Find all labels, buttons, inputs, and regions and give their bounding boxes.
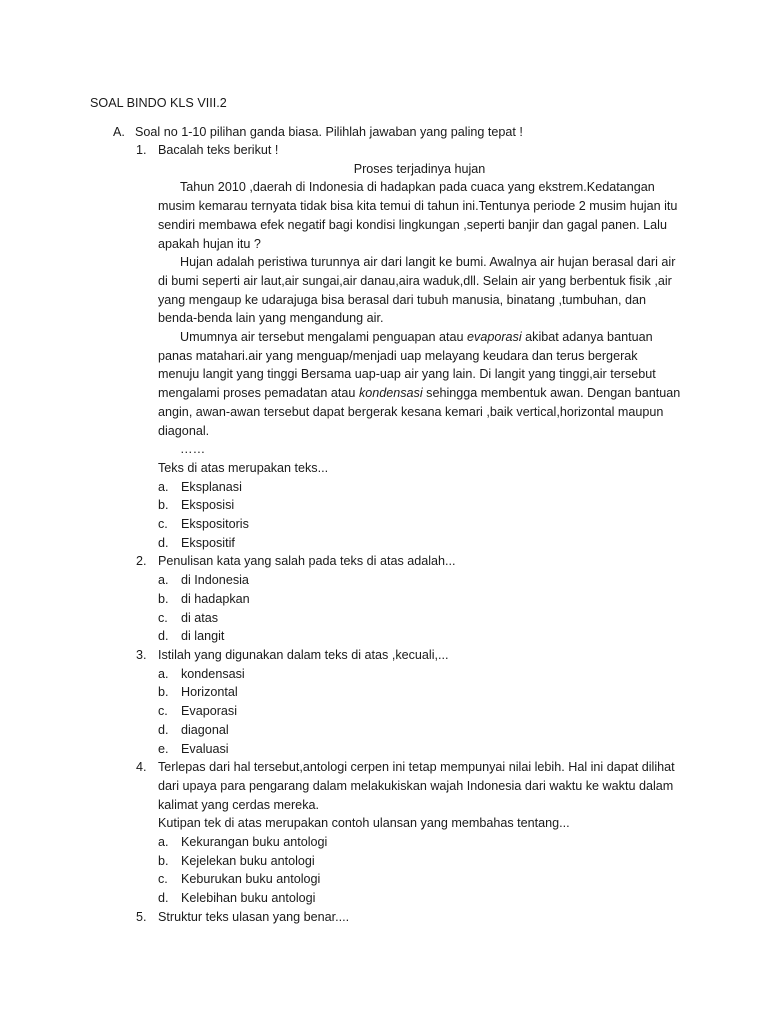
question-2-text: Penulisan kata yang salah pada teks di atas adalah... — [158, 554, 456, 569]
option-letter: d. — [158, 891, 169, 906]
option-text: di atas — [181, 610, 219, 625]
question-4 — [136, 758, 681, 908]
question-4-passage: Terlepas dari hal tersebut,antologi cerpen ini tetap mempunyai nilai lebih. Hal ini dapat dilihat dari upaya para pengarang dalam melakukiskan wajah Indonesia dari waktu ke waktu dalam kalimat yang cerdas mereka. — [158, 760, 675, 812]
option-d — [158, 889, 681, 908]
paragraph-3-part-2: akibat adanya bantuan panas matahari.air yang menguap/menjadi uap melayang keudara dan terus bergerak menuju langit yang tinggi Bersama uap-uap air yang lain. Di langit yang tinggi,air tersebut mengalami proses pemadatan atau — [158, 330, 656, 401]
question-3 — [136, 646, 681, 758]
question-1-text: Teks di atas merupakan teks... — [158, 460, 329, 475]
question-number: 1. — [136, 143, 147, 157]
question-3-options — [158, 665, 681, 759]
section-mark: A. — [113, 125, 125, 139]
option-a — [158, 478, 681, 497]
option-letter: d. — [158, 722, 169, 737]
option-text: Ekspositoris — [181, 517, 249, 532]
option-a — [158, 571, 681, 590]
question-1-options — [158, 478, 681, 553]
option-text: Kejelekan buku antologi — [181, 853, 315, 868]
paragraph-3-part-1: Umumnya air tersebut mengalami penguapan atau — [180, 330, 468, 345]
option-text: Eksplanasi — [181, 479, 242, 494]
option-text: Keburukan buku antologi — [181, 872, 321, 887]
option-letter: a. — [158, 479, 169, 494]
question-4-options — [158, 833, 681, 908]
question-3-text: Istilah yang digunakan dalam teks di atas ,kecuali,... — [158, 647, 449, 662]
question-number: 5. — [136, 909, 147, 924]
option-c — [158, 870, 681, 889]
question-list — [136, 141, 681, 927]
question-number: 3. — [136, 647, 147, 662]
option-b — [158, 496, 681, 515]
option-text: di hadapkan — [181, 591, 250, 606]
option-letter: a. — [158, 835, 169, 850]
option-text: Horizontal — [181, 685, 238, 700]
passage-ellipsis: …… — [180, 442, 206, 457]
option-text: Evaluasi — [181, 741, 229, 756]
option-text: Kelebihan buku antologi — [181, 891, 316, 906]
option-text: diagonal — [181, 722, 229, 737]
option-b — [158, 852, 681, 871]
option-text: di langit — [181, 629, 225, 644]
question-5 — [136, 908, 681, 927]
option-letter: b. — [158, 685, 169, 700]
option-e — [158, 740, 681, 759]
question-number: 2. — [136, 554, 147, 569]
option-letter: d. — [158, 535, 169, 550]
option-text: kondensasi — [181, 666, 245, 681]
option-b — [158, 683, 681, 702]
section-a-heading — [113, 123, 523, 142]
question-5-text: Struktur teks ulasan yang benar.... — [158, 909, 350, 924]
question-4-text: Kutipan tek di atas merupakan contoh ulansan yang membahas tentang... — [158, 816, 570, 831]
document-title: SOAL BINDO KLS VIII.2 — [90, 96, 227, 110]
paragraph-3-part-3: sehingga membentuk awan. Dengan bantuan angin, awan-awan tersebut dapat bergerak kesana kemari ,baik vertical,horizontal maupun diagonal. — [158, 386, 681, 438]
passage-title: Proses terjadinya hujan — [353, 161, 486, 176]
option-letter: c. — [158, 610, 168, 625]
passage-paragraph-1: Tahun 2010 ,daerah di Indonesia di hadapkan pada cuaca yang ekstrem.Kedatangan musim kemarau ternyata tidak bisa kita temui di tahun ini.Tentunya periode 2 musim hujan itu sendiri membawa efek negatif bagi kondisi lingkungan ,seperti banjir dan gagal panen. Lalu apakah hujan itu ? — [158, 180, 678, 251]
option-a — [158, 665, 681, 684]
option-letter: c. — [158, 704, 168, 719]
option-letter: c. — [158, 872, 168, 887]
question-1-intro: Bacalah teks berikut ! — [158, 143, 279, 157]
section-instruction: Soal no 1-10 pilihan ganda biasa. Pilihlah jawaban yang paling tepat ! — [135, 125, 523, 139]
passage-paragraph-2: Hujan adalah peristiwa turunnya air dari langit ke bumi. Awalnya air hujan berasal dari air di bumi seperti air laut,air sungai,air danau,aira waduk,dll. Selain air yang berbentuk fisik ,air yang mengaup ke udarajuga bisa berasal dari tubuh manusia, binatang ,tumbuhan, dan benda-benda lain yang mengandung air. — [158, 255, 676, 326]
option-c — [158, 515, 681, 534]
question-1 — [136, 141, 681, 552]
option-letter: b. — [158, 591, 169, 606]
option-letter: e. — [158, 741, 169, 756]
option-text: Evaporasi — [181, 704, 238, 719]
question-2 — [136, 552, 681, 646]
question-number: 4. — [136, 760, 147, 775]
option-c — [158, 609, 681, 628]
option-letter: b. — [158, 853, 169, 868]
option-text: Ekspositif — [181, 535, 235, 550]
option-letter: a. — [158, 666, 169, 681]
term-evaporasi: evaporasi — [467, 330, 522, 345]
option-a — [158, 833, 681, 852]
option-d — [158, 534, 681, 553]
option-letter: b. — [158, 498, 169, 513]
option-d — [158, 721, 681, 740]
option-letter: a. — [158, 573, 169, 588]
option-text: Eksposisi — [181, 498, 235, 513]
option-d — [158, 627, 681, 646]
option-letter: c. — [158, 517, 168, 532]
option-text: Kekurangan buku antologi — [181, 835, 328, 850]
term-kondensasi: kondensasi — [358, 386, 423, 401]
option-text: di Indonesia — [181, 573, 249, 588]
option-c — [158, 702, 681, 721]
question-2-options — [158, 571, 681, 646]
passage-paragraph-3 — [158, 328, 681, 440]
option-letter: d. — [158, 629, 169, 644]
option-b — [158, 590, 681, 609]
